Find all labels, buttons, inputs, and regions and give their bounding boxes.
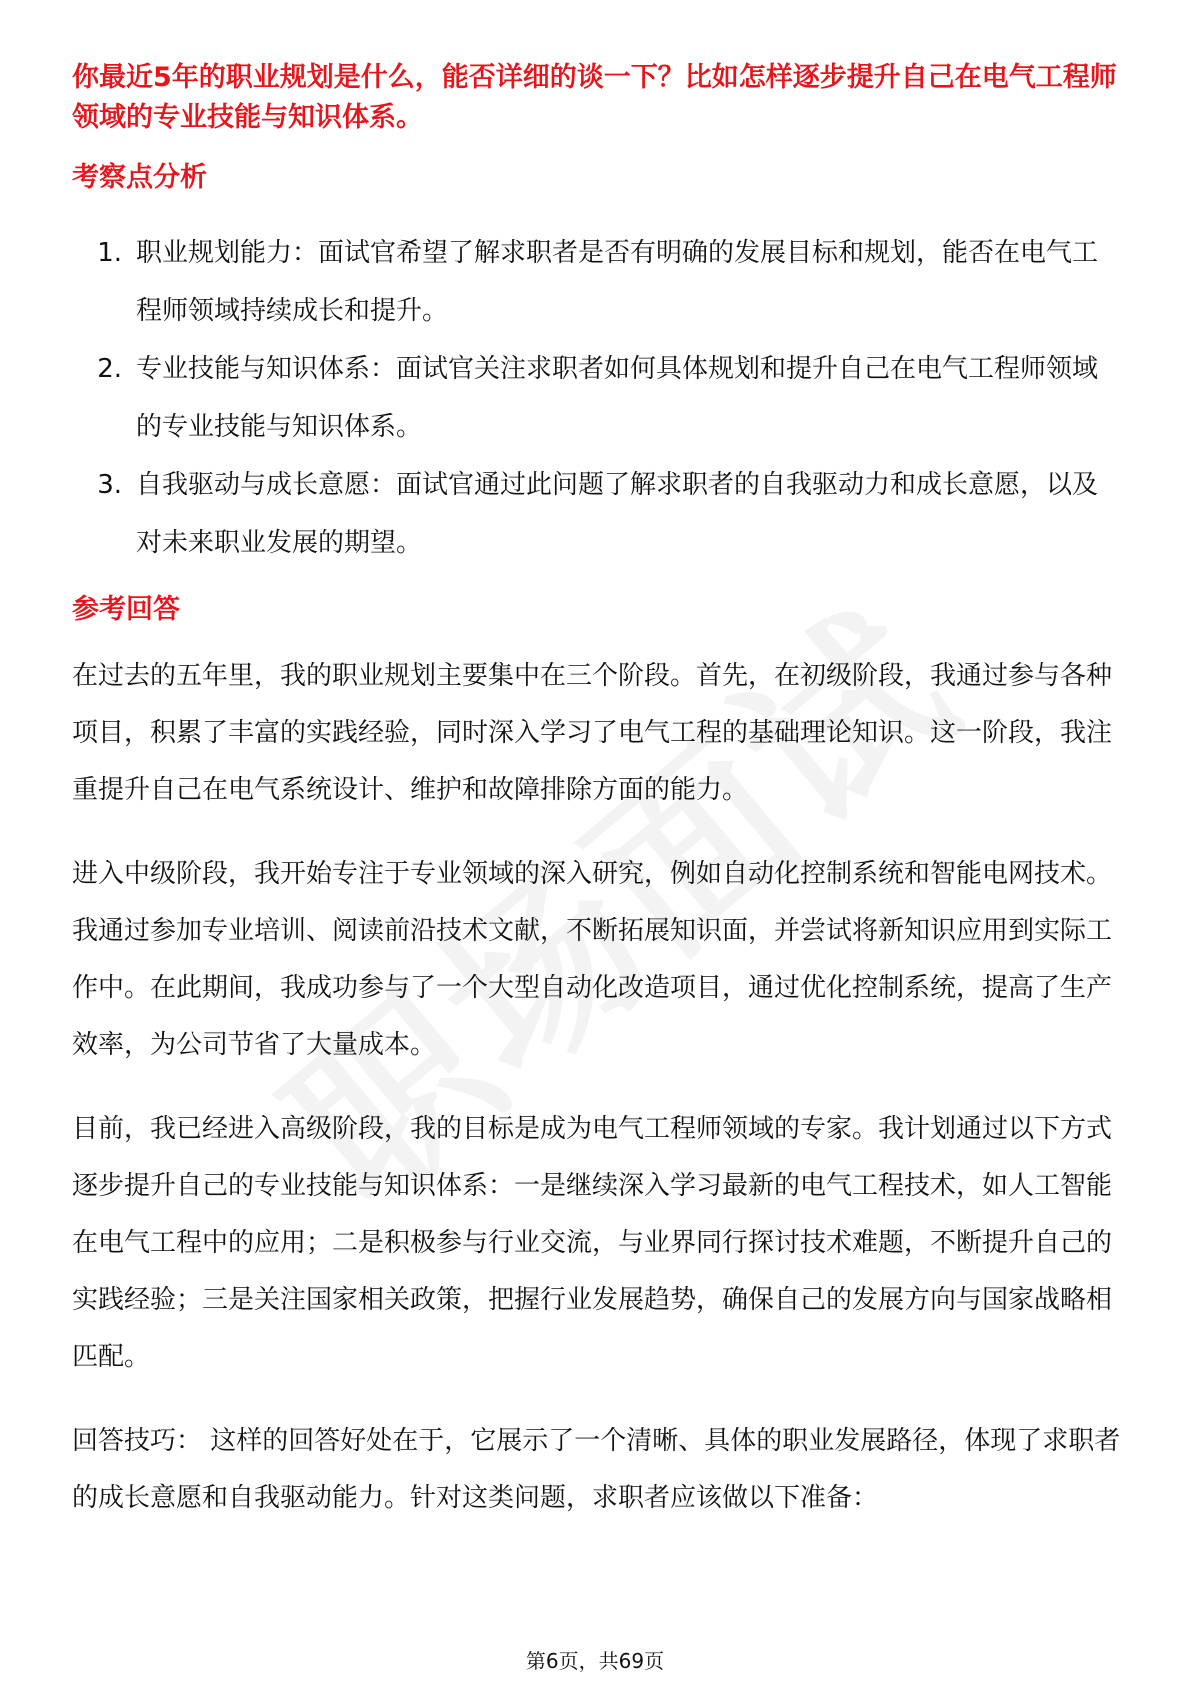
document-body [72,58,1122,1527]
answer-tips-paragraph: 回答技巧： 这样的回答好处在于，它展示了一个清晰、具体的职业发展路径，体现了求职者的成长意愿和自我驱动能力。针对这类问题，求职者应该做以下准备： [72,1426,1121,1513]
point-text: 职业规划能力：面试官希望了解求职者是否有明确的发展目标和规划，能否在电气工程师领域持续成长和提升。 [136,238,1099,326]
question-heading: 你最近5年的职业规划是什么，能否详细的谈一下？比如怎样逐步提升自己在电气工程师领域的专业技能与知识体系。 [72,62,1117,133]
answer-paragraph: 进入中级阶段，我开始专注于专业领域的深入研究，例如自动化控制系统和智能电网技术。我通过参加专业培训、阅读前沿技术文献，不断拓展知识面，并尝试将新知识应用到实际工作中。在此期间，我成功参与了一个大型自动化改造项目，通过优化控制系统，提高了生产效率，为公司节省了大量成本。 [72,859,1113,1060]
answer-paragraph: 目前，我已经进入高级阶段，我的目标是成为电气工程师领域的专家。我计划通过以下方式逐步提升自己的专业技能与知识体系：一是继续深入学习最新的电气工程技术，如人工智能在电气工程中的应用；二是积极参与行业交流，与业界同行探讨技术难题，不断提升自己的实践经验；三是关注国家相关政策，把握行业发展趋势，确保自己的发展方向与国家战略相匹配。 [72,1114,1113,1372]
answer-paragraph: 在过去的五年里，我的职业规划主要集中在三个阶段。首先，在初级阶段，我通过参与各种项目，积累了丰富的实践经验，同时深入学习了电气工程的基础理论知识。这一阶段，我注重提升自己在电气系统设计、维护和故障排除方面的能力。 [72,661,1113,805]
analysis-point [72,224,1122,340]
point-text: 自我驱动与成长意愿：面试官通过此问题了解求职者的自我驱动力和成长意愿，以及对未来职业发展的期望。 [136,470,1099,558]
page-number: 第6页，共69页 [525,1649,665,1673]
analysis-title: 考察点分析 [72,162,207,193]
analysis-points [72,224,1122,572]
point-text: 专业技能与知识体系：面试官关注求职者如何具体规划和提升自己在电气工程师领域的专业技能与知识体系。 [136,354,1099,442]
point-number: 3. [97,470,122,500]
analysis-point [72,340,1122,456]
point-number: 1. [97,238,122,268]
point-number: 2. [97,354,122,384]
analysis-point [72,456,1122,572]
answer-title: 参考回答 [72,594,180,625]
